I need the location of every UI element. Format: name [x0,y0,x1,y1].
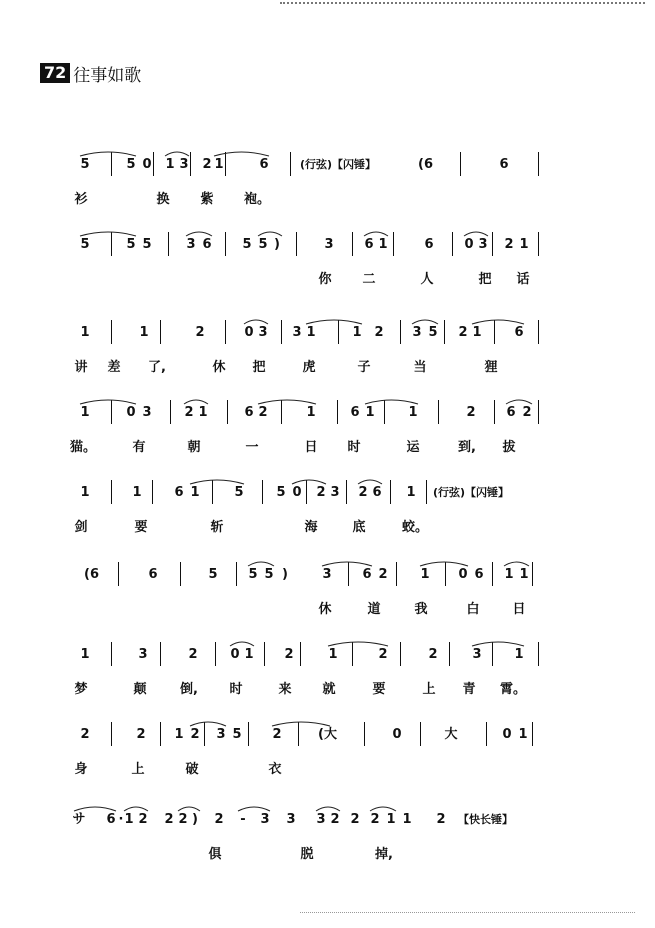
scan-artifact-top [280,2,645,6]
note: 6 [514,325,524,340]
note: 2 [195,325,205,340]
note: 3 [258,325,268,340]
lyric-word: 日 [512,602,526,617]
note: サ [72,812,86,827]
lyrics-line [0,758,655,780]
slur-marks [0,478,655,508]
slur-marks [0,560,655,590]
lyric-word: 一 [245,440,259,455]
lyric-word: 蛟。 [402,520,429,535]
lyric-word: 海 [304,520,318,535]
note: 2 [272,727,282,742]
note: 2 [504,237,514,252]
score-system [0,560,655,650]
note: 3 [478,237,488,252]
note: 5 [428,325,438,340]
lyric-word: 了, [148,360,166,375]
slur [230,642,254,646]
lyric-word: 就 [322,682,336,697]
score-system [0,805,655,895]
note: 0 [502,727,512,742]
slur [190,722,226,726]
slur [186,232,212,236]
lyric-word: 时 [347,440,361,455]
slur [472,320,524,324]
lyric-word: 霄。 [500,682,527,697]
slur-marks [0,318,655,348]
lyric-word: 要 [134,520,148,535]
note: 1 [80,325,90,340]
note: 6 [106,812,116,827]
lyric-word: 二 [362,272,376,287]
slur [74,807,116,811]
note: 5 [80,157,90,172]
notation-line [0,478,655,508]
note: 2 [458,325,468,340]
note: (6 [418,157,433,172]
note: ) [192,812,198,827]
score-system [0,230,655,320]
lyric-word: 上 [131,762,145,777]
lyric-word: 我 [414,602,428,617]
lyrics-line [0,516,655,538]
performance-marking: (行弦)【闪锤】 [433,486,510,499]
note: 1 [124,812,134,827]
lyrics-line [0,678,655,700]
note: 5 [208,567,218,582]
note: 5 [234,485,244,500]
note: 3 [330,485,340,500]
note: 0 [230,647,240,662]
lyric-word: 倒, [180,682,198,697]
slur [316,807,340,811]
slur [472,642,524,646]
notation-line [0,640,655,670]
slur-marks [0,720,655,750]
note: 1 [518,727,528,742]
note: 2 [164,812,174,827]
lyric-word: 掉, [375,847,393,862]
lyrics-line [0,188,655,210]
lyric-word: 差 [107,360,121,375]
lyric-word: 来 [278,682,292,697]
lyric-word: 把 [478,272,492,287]
slur [358,480,382,484]
lyric-word: 人 [420,272,434,287]
performance-marking: 【快长锤】 [458,813,513,826]
lyric-word: 白 [466,602,480,617]
note: 1 [519,237,529,252]
note: 6 [424,237,434,252]
lyric-word: 破 [185,762,199,777]
slur [178,807,200,811]
book-title: 往事如歌 [73,65,142,86]
note: 2 [436,812,446,827]
score-system [0,398,655,488]
note: 2 [178,812,188,827]
notation-line [0,720,655,750]
scan-artifact-bottom [300,912,635,914]
lyric-word: 脱 [300,847,314,862]
performance-marking: (行弦)【闪锤】 [300,158,377,171]
slur [322,562,372,566]
note: ) [274,237,280,252]
note: 2 [188,647,198,662]
note: 1 [406,485,416,500]
slur-marks [0,805,655,835]
notation-line [0,805,655,835]
lyric-word: 梦 [74,682,88,697]
note: 1 [472,325,482,340]
lyrics-line [0,843,655,865]
lyric-word: 斩 [210,520,224,535]
lyric-word: 要 [372,682,386,697]
note: 6 [244,405,254,420]
lyric-word: 有 [132,440,146,455]
note: 1 [190,485,200,500]
note: 2 [136,727,146,742]
note: 2 [466,405,476,420]
lyric-word: 运 [406,440,420,455]
note: (6 [84,567,99,582]
slur [165,152,189,156]
note: 2 [214,812,224,827]
lyric-word: 时 [229,682,243,697]
slur [80,400,136,404]
note: 1 [365,405,375,420]
note: 5 [264,567,274,582]
note: 2 [138,812,148,827]
note: 3 [179,157,189,172]
note: 1 [408,405,418,420]
note: 1 [80,485,90,500]
note: 6 [259,157,269,172]
note: 3 [286,812,296,827]
lyric-word: 狸 [484,360,498,375]
page-header [40,62,141,84]
slur [464,232,488,236]
note: 2 [428,647,438,662]
note: 1 [328,647,338,662]
notation-line [0,560,655,590]
notation-line [0,150,655,180]
note: 2 [316,485,326,500]
note: 1 [402,812,412,827]
score-system [0,318,655,408]
lyric-word: 袍。 [244,192,271,207]
note: 6 [474,567,484,582]
lyric-word: 猫。 [70,440,97,455]
note: 2 [202,157,212,172]
slur [80,232,136,236]
slur [506,400,532,404]
note: 5 [248,567,258,582]
lyric-word: 青 [462,682,476,697]
note: 1 [244,647,254,662]
slur [328,642,388,646]
note: 2 [350,812,360,827]
note: 0 [458,567,468,582]
note: 5 [126,157,136,172]
slur [420,562,468,566]
note: 5 [80,237,90,252]
note: 1 [420,567,430,582]
note: 3 [216,727,226,742]
note: 1 [306,405,316,420]
note: 2 [284,647,294,662]
note: 1 [378,237,388,252]
lyric-word: 衫 [74,192,88,207]
note: 2 [190,727,200,742]
note: 1 [352,325,362,340]
slur [258,232,282,236]
notation-line [0,230,655,260]
slur [248,562,274,566]
lyric-word: 你 [318,272,332,287]
lyric-word: 话 [516,272,530,287]
note: 3 [322,567,332,582]
lyric-word: 日 [304,440,318,455]
slur [412,320,438,324]
note: 5 [276,485,286,500]
lyric-word: 讲 [74,360,88,375]
note: 1 [198,405,208,420]
note: 1 [306,325,316,340]
note: 3 [138,647,148,662]
note: 1 [504,567,514,582]
lyric-word: 身 [74,762,88,777]
slur [80,152,136,156]
note: ) [282,567,288,582]
note: 3 [324,237,334,252]
note: 6 [350,405,360,420]
slur [292,480,326,484]
slur [244,320,268,324]
note: 6 [362,567,372,582]
note: 2 [358,485,368,500]
lyric-word: 子 [357,360,371,375]
lyric-word: 剑 [74,520,88,535]
note: 6 [148,567,158,582]
page-number: 72 [40,63,70,83]
note: 1 [139,325,149,340]
lyric-word: 朝 [187,440,201,455]
note: 2 [378,567,388,582]
note: 2 [80,727,90,742]
lyric-word: 虎 [302,360,316,375]
lyrics-line [0,436,655,458]
note: 1 [386,812,396,827]
note: 1 [519,567,529,582]
slur [370,807,396,811]
note: 2 [374,325,384,340]
lyric-word: 上 [422,682,436,697]
note: 2 [378,647,388,662]
note: 1 [514,647,524,662]
slur [365,400,418,404]
note: 6 [364,237,374,252]
note: 6 [499,157,509,172]
notation-line [0,318,655,348]
slur-marks [0,150,655,180]
note: · [118,812,124,827]
lyric-word: 休 [212,360,226,375]
note: 1 [80,647,90,662]
note: 5 [142,237,152,252]
note: 0 [126,405,136,420]
note: 0 [464,237,474,252]
notation-line [0,398,655,428]
note: 3 [186,237,196,252]
lyric-word: 换 [156,192,170,207]
slur [184,400,208,404]
note: 2 [370,812,380,827]
lyrics-line [0,598,655,620]
note: 1 [174,727,184,742]
note: 2 [522,405,532,420]
note: 3 [260,812,270,827]
note: 5 [126,237,136,252]
note: 6 [174,485,184,500]
lyric-word: 到, [458,440,476,455]
note: 2 [184,405,194,420]
score-system [0,478,655,568]
lyric-word: 拔 [502,440,516,455]
lyric-word: 颠 [133,682,147,697]
note: 2 [258,405,268,420]
note: 0 [142,157,152,172]
note: 0 [392,727,402,742]
lyric-word: 休 [318,602,332,617]
lyric-word: 俱 [208,847,222,862]
note: 1 [214,157,224,172]
note: 1 [165,157,175,172]
note: 6 [202,237,212,252]
note: 3 [316,812,326,827]
lyric-word: 紫 [200,192,214,207]
note: 0 [292,485,302,500]
lyrics-line [0,356,655,378]
score-system [0,720,655,810]
note: 3 [412,325,422,340]
note: 3 [142,405,152,420]
slur [258,400,316,404]
slur-marks [0,398,655,428]
lyric-word: 底 [352,520,366,535]
lyrics-line [0,268,655,290]
note: (大 [318,727,337,742]
note: 1 [132,485,142,500]
note: - [240,812,246,827]
slur [364,232,388,236]
lyric-word: 衣 [268,762,282,777]
slur [238,807,270,811]
slur [190,480,244,484]
lyric-word: 当 [413,360,427,375]
score-system [0,150,655,240]
slur [214,152,269,156]
note: 2 [330,812,340,827]
note: 5 [232,727,242,742]
lyric-word: 把 [252,360,266,375]
score-system [0,640,655,730]
note: 6 [506,405,516,420]
note: 大 [444,727,458,742]
slur-marks [0,230,655,260]
lyric-word: 道 [367,602,381,617]
slur [272,722,330,726]
note: 5 [258,237,268,252]
slur [504,562,529,566]
note: 6 [372,485,382,500]
note: 1 [80,405,90,420]
slur [306,320,362,324]
note: 3 [292,325,302,340]
note: 5 [242,237,252,252]
note: 3 [472,647,482,662]
slur-marks [0,640,655,670]
slur [124,807,148,811]
note: 0 [244,325,254,340]
